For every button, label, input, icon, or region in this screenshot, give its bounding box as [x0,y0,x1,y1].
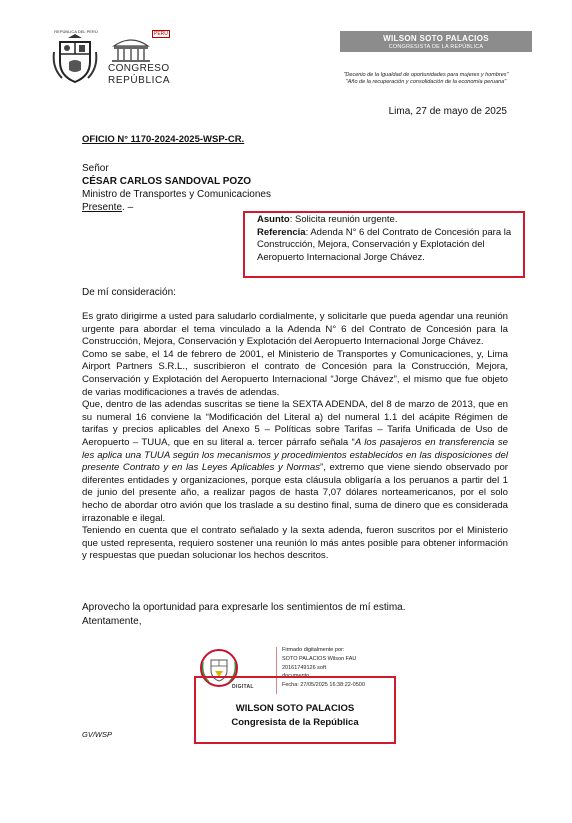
body-paragraph-2: Como se sabe, el 14 de febrero de 2001, el Ministerio de Transportes y Comunicaciones, y, Lima Airport Partners S.R.L., suscribieron el contrato de Concesión para la Construcción, Mejora, Conservación y Explotación del Aeropuerto Internacional “Jorge Chávez”, el mismo que fue objeto de varias modificaciones a través de adendas. [82,348,508,398]
banner-name: WILSON SOTO PALACIOS [383,34,489,43]
asunto-text: : Solicita reunión urgente. [289,214,398,225]
recipient-role: Ministro de Transportes y Comunicaciones [82,189,271,200]
referencia-line [257,227,523,265]
salutation: Señor [82,163,109,174]
signer-title: Congresista de la República [231,717,359,728]
national-seal-icon [52,32,98,84]
recipient-name: CÉSAR CARLOS SANDOVAL POZO [82,176,252,187]
signer-name: WILSON SOTO PALACIOS [235,703,355,714]
asunto-label: Asunto [257,214,290,225]
reference-initials: GV/WSP [82,730,113,739]
congreso-peru-tag: PERÚ [154,31,168,37]
presente-suffix: . – [122,202,134,213]
letter-date: Lima, 27 de mayo de 2025 [388,106,507,117]
decade-motto [320,72,532,87]
referencia-label: Referencia [257,226,306,238]
body-paragraph-3 [82,399,508,525]
referencia-text: : Adenda N° 6 del Contrato de Concesión para la Construcción, Mejora, Conservación y Explotación del Aeropuerto Internacional Jorge Chávez. [257,226,512,263]
sig-info-line2: SOTO PALACIOS Wilson FAU [282,655,357,662]
signer-block [194,703,396,728]
sig-info-line1: Firmado digitalmente por: [282,647,345,653]
presente-word: Presente [82,202,123,213]
congreso-logo [108,30,172,88]
banner-subtitle: CONGRESISTA DE LA REPÚBLICA [388,44,484,50]
asunto-line [257,214,523,227]
congressman-banner [340,31,532,52]
congreso-word: CONGRESO [108,63,170,74]
digital-stamp-label: DIGITAL [232,684,254,690]
greeting: De mí consideración: [82,287,176,298]
body-paragraph-4: Teniendo en cuenta que el contrato señalado y la sexta adenda, fueron suscritos por el Ministerio que usted representa, requiero sostener una reunión lo más antes posible para obtener información y respuestas que puedan solucionar los hechos descritos. [82,525,508,562]
decade-motto-line1: "Decenio de la Igualdad de oportunidades para mujeres y hombres" [343,72,509,78]
body-paragraph-1: Es grato dirigirme a usted para saludarlo cordialmente, y solicitarle que pueda agendar una reunión urgente para abordar el tema vinculado a la Adenda N° 6 del Contrato de Concesión para la Construcción, Mejora, Conservación y Explotación del Aeropuerto Internacional Jorge Chávez. [82,311,508,348]
subject-block [257,214,523,264]
sig-info-line3: 20161749126 soft [282,664,327,671]
recipient-block [82,162,271,214]
paragraph-3-quote: A los pasajeros en transferencia se les aplica una TUUA según los mecanismos y procedimientos establecidos en las disposiciones del presente Contrato y en las Leyes Aplicables y Normas [82,436,508,474]
seal-caption: REPÚBLICA DEL PERÚ [54,29,98,34]
sig-info-line4: documento [282,673,310,680]
congress-building-icon [110,34,152,62]
closing-block [82,601,406,629]
republica-word: REPÚBLICA [108,75,171,86]
closing-valediction: Atentamente, [82,616,142,627]
paragraph-3-start: Que, dentro de las adendas suscritas se tiene la SEXTA ADENDA, del 8 de marzo de 2013, que en su numeral 16 conviene la “Modificación del Literal a) del numeral 1.1 del acápite Régimen de tarifas y precios aplicables del Anexo 5 – Políticas sobre Tarifas – Tarifa Unificada de Uso de Aeropuerto – TUUA, que en su literal a. tercer párrafo señala “ [82,399,508,448]
closing-sentence: Aprovecho la oportunidad para expresarle los sentimientos de mí estima. [82,602,406,613]
sig-info-line5: Fecha: 27/05/2025 16:38:22-0500 [282,682,365,689]
letter-body [82,311,508,563]
decade-motto-line2: "Año de la recuperación y consolidación de la economía peruana" [345,79,507,86]
oficio-number: OFICIO N° 1170-2024-2025-WSP-CR. [82,134,245,145]
paragraph-3-end: ”, extremo que viene siendo observado por diferentes entidades y organizaciones, porque esta cláusula obligaría a los peruanos a partir del 1 de junio del presente año, a realizar pagos de hasta 7,07 dólares norteamericanos, por el solo hecho de abordar otro avión que los traslade a su destino final, suma de dinero que es considerada irrazonable e ilegal. [82,462,509,524]
